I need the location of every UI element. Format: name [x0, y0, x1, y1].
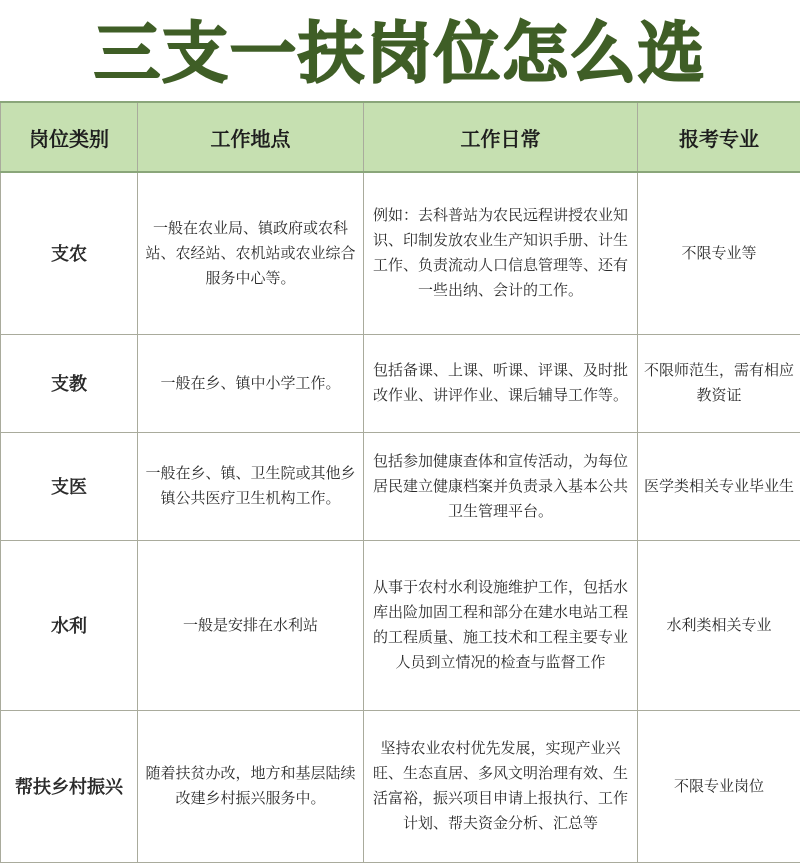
cell-category: 帮扶乡村振兴 — [1, 710, 138, 862]
header-major: 报考专业 — [638, 102, 800, 172]
cell-daily-work: 例如：去科普站为农民远程讲授农业知识、印制发放农业生产知识手册、计生工作、负责流动人口信息管理等、还有一些出纳、会计的工作。 — [364, 172, 638, 334]
cell-daily-work: 包括参加健康查体和宣传活动，为每位居民建立健康档案并负责录入基本公共卫生管理平台。 — [364, 432, 638, 540]
cell-location: 一般在乡、镇中小学工作。 — [138, 334, 364, 432]
cell-category: 支农 — [1, 172, 138, 334]
cell-daily-work: 从事于农村水利设施维护工作，包括水库出险加固工程和部分在建水电站工程的工程质量、施工技术和工程主要专业人员到立情况的检查与监督工作 — [364, 540, 638, 710]
table-row — [1, 432, 800, 540]
cell-major: 不限师范生，需有相应教资证 — [638, 334, 800, 432]
header-category: 岗位类别 — [1, 102, 138, 172]
cell-category: 支教 — [1, 334, 138, 432]
cell-daily-work: 包括备课、上课、听课、评课、及时批改作业、讲评作业、课后辅导工作等。 — [364, 334, 638, 432]
cell-major: 水利类相关专业 — [638, 540, 800, 710]
cell-daily-work: 坚持农业农村优先发展，实现产业兴旺、生态直居、多风文明治理有效、生活富裕，振兴项目申请上报执行、工作计划、帮夫资金分析、汇总等 — [364, 710, 638, 862]
header-daily-work: 工作日常 — [364, 102, 638, 172]
page-title: 三支一扶岗位怎么选 — [0, 8, 800, 100]
cell-major: 不限专业等 — [638, 172, 800, 334]
table-row — [1, 540, 800, 710]
cell-location: 一般是安排在水利站 — [138, 540, 364, 710]
cell-location: 一般在农业局、镇政府或农科站、农经站、农机站或农业综合服务中心等。 — [138, 172, 364, 334]
cell-major: 医学类相关专业毕业生 — [638, 432, 800, 540]
cell-major: 不限专业岗位 — [638, 710, 800, 862]
table-row — [1, 172, 800, 334]
header-location: 工作地点 — [138, 102, 364, 172]
cell-location: 随着扶贫办改，地方和基层陆续改建乡村振兴服务中。 — [138, 710, 364, 862]
job-comparison-table — [0, 101, 800, 863]
table-row — [1, 334, 800, 432]
cell-category: 水利 — [1, 540, 138, 710]
table-header-row — [1, 102, 800, 172]
table-row — [1, 710, 800, 862]
cell-category: 支医 — [1, 432, 138, 540]
cell-location: 一般在乡、镇、卫生院或其他乡镇公共医疗卫生机构工作。 — [138, 432, 364, 540]
